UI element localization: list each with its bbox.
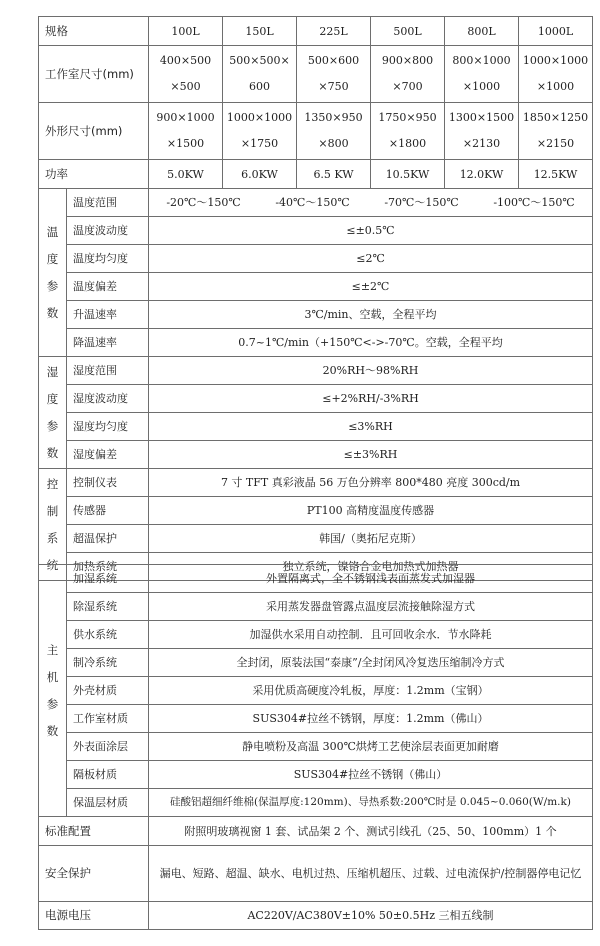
spec-table-bottom <box>38 564 592 930</box>
standard-label: 标准配置 <box>39 817 149 846</box>
sensor-value: PT100 高精度温度传感器 <box>149 497 593 525</box>
hum-fluct-value: ≤+2%RH/-3%RH <box>149 385 593 413</box>
power-supply-value: AC220V/AC380V±10% 50±0.5Hz 三相五线制 <box>149 902 593 930</box>
outer-size-row <box>39 103 593 160</box>
temp-range-label: 温度范围 <box>67 189 149 217</box>
spec-table-top <box>38 16 592 581</box>
chamber-size-cell: 1000×1000 ×1000 <box>519 46 593 103</box>
temp-range-values: -20℃～150℃ -40℃～150℃ -70℃～150℃ -100℃～150℃ <box>149 189 593 217</box>
sensor-label: 传感器 <box>67 497 149 525</box>
humidify-row <box>39 565 593 593</box>
power-supply-label: 电源电压 <box>39 902 149 930</box>
col-800l: 800L <box>445 17 519 46</box>
shelf-label: 隔板材质 <box>67 761 149 789</box>
temp-fluct-row <box>39 217 593 245</box>
power-cell: 10.5KW <box>371 160 445 189</box>
insulation-label: 保温层材质 <box>67 789 149 817</box>
overtemp-label: 超温保护 <box>67 525 149 553</box>
temp-deviation-row <box>39 273 593 301</box>
heat-rate-row <box>39 301 593 329</box>
refrigeration-value: 全封闭，原装法国“泰康”/全封闭风冷复迭压缩制冷方式 <box>149 649 593 677</box>
power-cell: 6.5 KW <box>297 160 371 189</box>
shell-value: 采用优质高硬度冷轧板，厚度：1.2mm（宝钢） <box>149 677 593 705</box>
cool-rate-label: 降温速率 <box>67 329 149 357</box>
refrigeration-row <box>39 649 593 677</box>
water-label: 供水系统 <box>67 621 149 649</box>
hum-range-label: 湿度范围 <box>67 357 149 385</box>
col-500l: 500L <box>371 17 445 46</box>
header-row <box>39 17 593 46</box>
temp-fluct-value: ≤±0.5℃ <box>149 217 593 245</box>
overtemp-value: 韩国/（奥拓尼克斯） <box>149 525 593 553</box>
cool-rate-value: 0.7~1℃/min（+150℃<->-70℃。空载，全程平均 <box>149 329 593 357</box>
outer-size-cell: 1350×950 ×800 <box>297 103 371 160</box>
power-supply-row <box>39 902 593 930</box>
main-group-label: 主机参数 <box>39 565 67 817</box>
temp-uniform-value: ≤2℃ <box>149 245 593 273</box>
safety-label: 安全保护 <box>39 846 149 902</box>
ctrl-group-label: 控制系统 <box>39 469 67 581</box>
hum-fluct-label: 湿度波动度 <box>67 385 149 413</box>
hum-uniform-value: ≤3%RH <box>149 413 593 441</box>
insulation-value: 硅酸铝超细纤维棉(保温厚度:120mm)、导热系数:200℃时是 0.045~0.060(W/m.k) <box>149 789 593 817</box>
humidify-value: 外置隔离式，全不锈钢浅表面蒸发式加湿器 <box>149 565 593 593</box>
col-225l: 225L <box>297 17 371 46</box>
shell-row <box>39 677 593 705</box>
col-1000l: 1000L <box>519 17 593 46</box>
water-row <box>39 621 593 649</box>
outer-size-cell: 900×1000 ×1500 <box>149 103 223 160</box>
sensor-row <box>39 497 593 525</box>
chamber-size-cell: 500×500× 600 <box>223 46 297 103</box>
hum-fluct-row <box>39 385 593 413</box>
power-cell: 12.0KW <box>445 160 519 189</box>
col-100l: 100L <box>149 17 223 46</box>
hum-deviation-row <box>39 441 593 469</box>
chamber-material-label: 工作室材质 <box>67 705 149 733</box>
chamber-size-cell: 800×1000 ×1000 <box>445 46 519 103</box>
hum-uniform-row <box>39 413 593 441</box>
temp-fluct-label: 温度波动度 <box>67 217 149 245</box>
temp-deviation-label: 温度偏差 <box>67 273 149 301</box>
controller-label: 控制仪表 <box>67 469 149 497</box>
hum-deviation-value: ≤±3%RH <box>149 441 593 469</box>
heating-label: 加热系统 <box>67 553 149 581</box>
chamber-size-cell: 900×800 ×700 <box>371 46 445 103</box>
safety-row <box>39 846 593 902</box>
chamber-material-value: SUS304#拉丝不锈钢，厚度：1.2mm（佛山） <box>149 705 593 733</box>
temp-uniform-label: 温度均匀度 <box>67 245 149 273</box>
heat-rate-value: 3℃/min、空载，全程平均 <box>149 301 593 329</box>
shelf-value: SUS304#拉丝不锈钢（佛山） <box>149 761 593 789</box>
outer-size-cell: 1300×1500 ×2130 <box>445 103 519 160</box>
controller-row <box>39 469 593 497</box>
col-150l: 150L <box>223 17 297 46</box>
temp-group-label: 温度参数 <box>39 189 67 357</box>
hum-range-value: 20%RH～98%RH <box>149 357 593 385</box>
chamber-size-label: 工作室尺寸(mm) <box>39 46 149 103</box>
hum-range-row <box>39 357 593 385</box>
hum-uniform-label: 湿度均匀度 <box>67 413 149 441</box>
temp-range-row <box>39 189 593 217</box>
power-label: 功率 <box>39 160 149 189</box>
insulation-row <box>39 789 593 817</box>
heating-value: 独立系统，镍铬合金电加热式加热器 <box>149 553 593 581</box>
water-value: 加湿供水采用自动控制．且可回收余水．节水降耗 <box>149 621 593 649</box>
hum-group-label: 湿度参数 <box>39 357 67 469</box>
controller-value: 7 寸 TFT 真彩液晶 56 万色分辨率 800*480 亮度 300cd/m <box>149 469 593 497</box>
outer-size-cell: 1750×950 ×1800 <box>371 103 445 160</box>
outer-size-cell: 1000×1000 ×1750 <box>223 103 297 160</box>
humidify-label: 加湿系统 <box>67 565 149 593</box>
shelf-row <box>39 761 593 789</box>
power-cell: 12.5KW <box>519 160 593 189</box>
chamber-size-cell: 500×600 ×750 <box>297 46 371 103</box>
temp-uniform-row <box>39 245 593 273</box>
chamber-size-row <box>39 46 593 103</box>
chamber-size-cell: 400×500 ×500 <box>149 46 223 103</box>
coating-label: 外表面涂层 <box>67 733 149 761</box>
shell-label: 外壳材质 <box>67 677 149 705</box>
hum-deviation-label: 湿度偏差 <box>67 441 149 469</box>
refrigeration-label: 制冷系统 <box>67 649 149 677</box>
standard-row <box>39 817 593 846</box>
safety-value: 漏电、短路、超温、缺水、电机过热、压缩机超压、过载、过电流保护/控制器停电记忆 <box>149 846 593 902</box>
overtemp-row <box>39 525 593 553</box>
dehumidify-value: 采用蒸发器盘管露点温度层流接触除湿方式 <box>149 593 593 621</box>
chamber-material-row <box>39 705 593 733</box>
power-row <box>39 160 593 189</box>
power-cell: 5.0KW <box>149 160 223 189</box>
standard-value: 附照明玻璃视窗 1 套、试品架 2 个、测试引线孔（25、50、100mm）1 个 <box>149 817 593 846</box>
power-cell: 6.0KW <box>223 160 297 189</box>
dehumidify-label: 除湿系统 <box>67 593 149 621</box>
spec-label: 规格 <box>39 17 149 46</box>
temp-deviation-value: ≤±2℃ <box>149 273 593 301</box>
outer-size-label: 外形尺寸(mm) <box>39 103 149 160</box>
cool-rate-row <box>39 329 593 357</box>
coating-row <box>39 733 593 761</box>
heat-rate-label: 升温速率 <box>67 301 149 329</box>
dehumidify-row <box>39 593 593 621</box>
outer-size-cell: 1850×1250 ×2150 <box>519 103 593 160</box>
coating-value: 静电喷粉及高温 300℃烘烤工艺使涂层表面更加耐磨 <box>149 733 593 761</box>
